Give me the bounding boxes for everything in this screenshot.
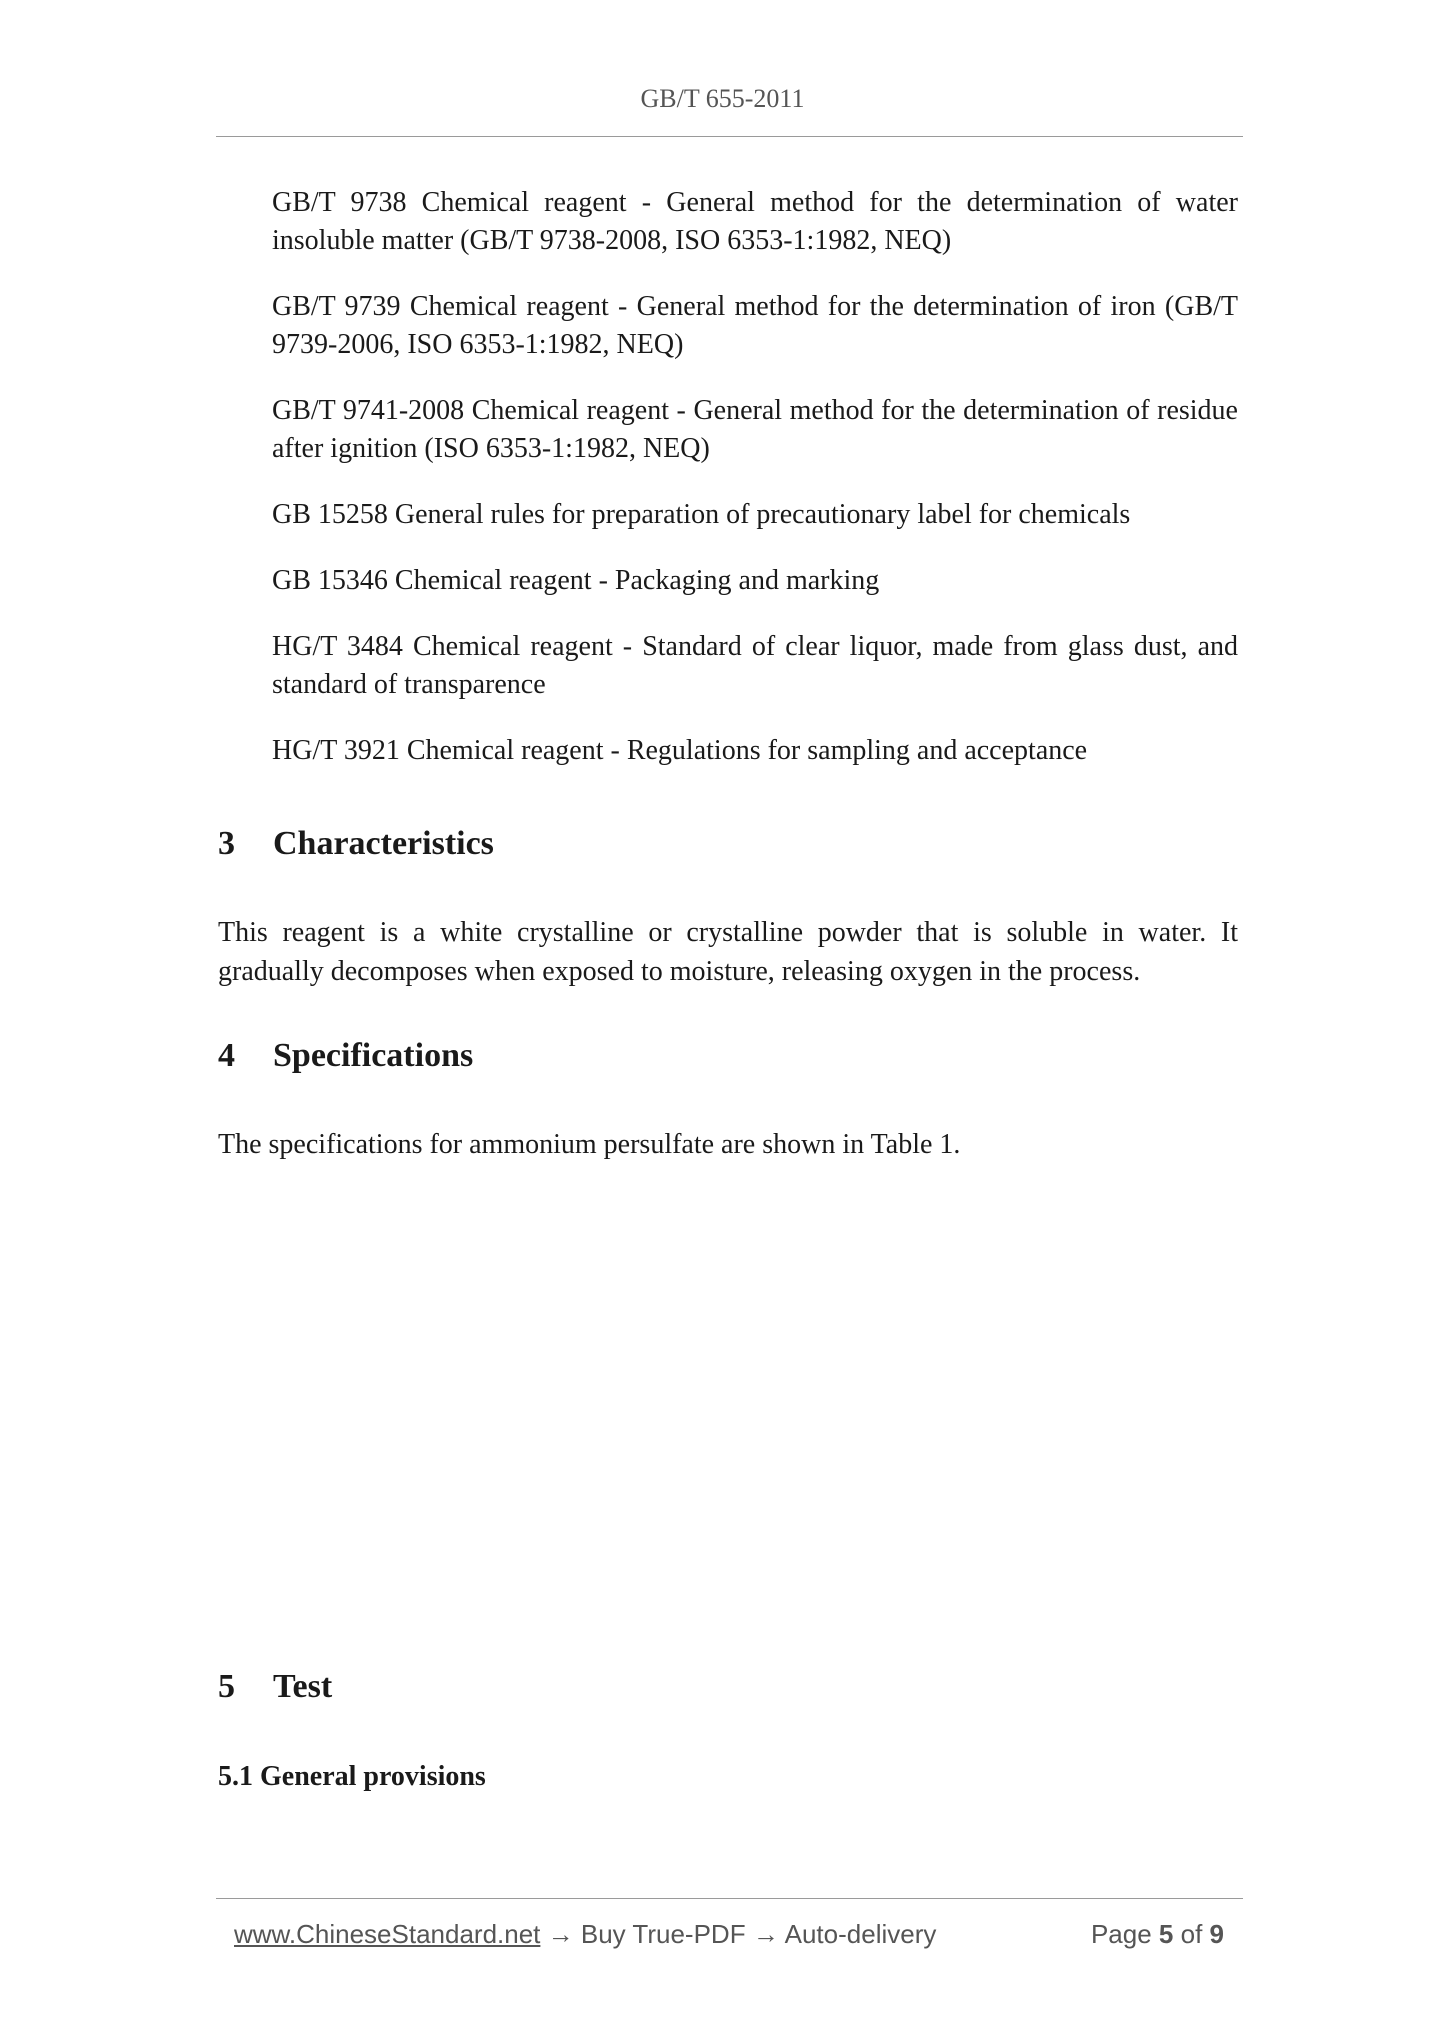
characteristics-paragraph: This reagent is a white crystalline or crystalline powder that is soluble in water. It gradually decomposes when exposed to moisture, releasing oxygen in the process.	[218, 917, 1238, 987]
reference-item: GB/T 9741-2008 Chemical reagent - General method for the determination of residue after ignition (ISO 6353-1:1982, NEQ)	[272, 395, 1238, 464]
document-header-title: GB/T 655-2011	[640, 84, 805, 113]
section-heading-specifications	[218, 1037, 473, 1075]
website-link[interactable]: www.ChineseStandard.net	[234, 1919, 541, 1949]
reference-item: HG/T 3921 Chemical reagent - Regulations for sampling and acceptance	[272, 735, 1088, 766]
arrow-right-icon: →	[752, 1919, 779, 1949]
section-title: Test	[273, 1668, 333, 1705]
auto-delivery-text: Auto-delivery	[784, 1919, 937, 1949]
reference-item: GB 15346 Chemical reagent - Packaging and marking	[272, 565, 880, 596]
buy-true-pdf-text: Buy True-PDF	[580, 1919, 746, 1949]
page-label: Page	[1090, 1919, 1152, 1949]
footer-divider	[216, 1898, 1243, 1899]
subsection-heading-general-provisions: 5.1 General provisions	[218, 1761, 486, 1792]
specifications-paragraph: The specifications for ammonium persulfate are shown in Table 1.	[218, 1129, 961, 1160]
reference-item: GB 15258 General rules for preparation of precautionary label for chemicals	[272, 499, 1131, 530]
section-title: Characteristics	[273, 825, 494, 862]
header-divider	[216, 136, 1243, 137]
reference-item: GB/T 9738 Chemical reagent - General method for the determination of water insoluble matter (GB/T 9738-2008, ISO 6353-1:1982, NEQ)	[272, 187, 1238, 256]
section-heading-characteristics	[218, 825, 494, 863]
section-heading-test	[218, 1668, 332, 1706]
page-of-label: of	[1180, 1919, 1203, 1949]
section-number: 4	[218, 1037, 235, 1074]
section-title: Specifications	[273, 1037, 474, 1074]
page-current: 5	[1158, 1919, 1174, 1949]
reference-item: GB/T 9739 Chemical reagent - General method for the determination of iron (GB/T 9739-2006, ISO 6353-1:1982, NEQ)	[272, 291, 1238, 360]
section-number: 3	[218, 825, 235, 862]
page-number	[1091, 1919, 1224, 1950]
page-total: 9	[1209, 1919, 1224, 1949]
footer-promo	[234, 1919, 936, 1950]
section-number: 5	[218, 1668, 235, 1705]
normative-references-list	[272, 184, 1238, 798]
arrow-right-icon: →	[547, 1919, 574, 1949]
reference-item: HG/T 3484 Chemical reagent - Standard of clear liquor, made from glass dust, and standard of transparence	[272, 631, 1238, 700]
